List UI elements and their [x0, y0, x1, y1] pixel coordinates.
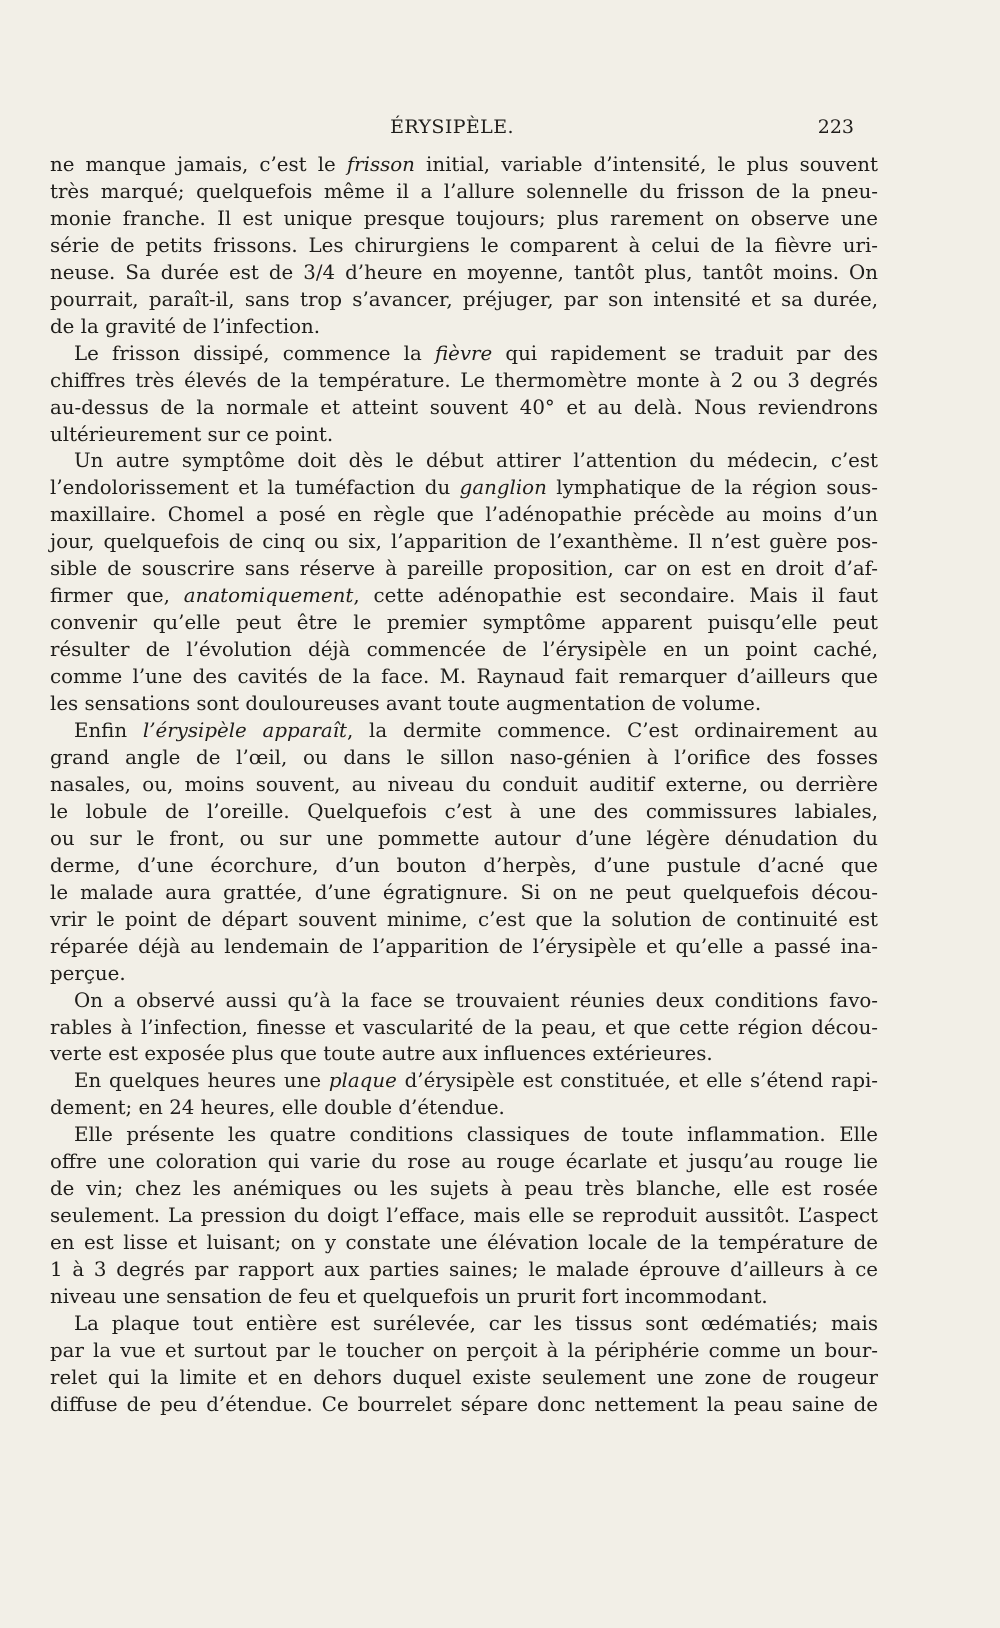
text-line: ultérieurement sur ce point. [50, 422, 334, 446]
text-line: série de petits frissons. Les chirurgiens le comparent à celui de la fièvre uri- [50, 233, 878, 257]
paragraph [50, 152, 878, 341]
text-line: en est lisse et luisant; on y constate une élévation locale de la température de [50, 1231, 878, 1255]
paragraph [50, 988, 878, 1069]
text-line: La plaque tout entière est surélevée, car les tissus sont œdématiés; mais [74, 1311, 878, 1335]
paragraph [50, 341, 878, 449]
text-line: maxillaire. Chomel a posé en règle que l’adénopathie précède au moins d’un [50, 503, 878, 527]
text-line: derme, d’une écorchure, d’un bouton d’herpès, d’une pustule d’acné que [50, 853, 878, 877]
text-line: Elle présente les quatre conditions classiques de toute inflammation. Elle [74, 1123, 878, 1147]
body-text [50, 152, 878, 1419]
text-line: l’endolorissement et la tuméfaction du ganglion lymphatique de la région sous- [50, 476, 878, 500]
text-line: ne manque jamais, c’est le frisson initial, variable d’intensité, le plus souvent [50, 153, 878, 176]
text-line: perçue. [50, 961, 126, 985]
text-line: résulter de l’évolution déjà commencée de l’érysipèle en un point caché, [50, 638, 878, 662]
text-line: convenir qu’elle peut être le premier symptôme apparent puisqu’elle peut [50, 611, 878, 635]
text-line: grand angle de l’œil, ou dans le sillon naso-génien à l’orifice des fosses [50, 745, 878, 769]
page-header [50, 116, 854, 146]
paragraph [50, 718, 878, 988]
italic-term: plaque [328, 1069, 397, 1093]
running-title: ÉRYSIPÈLE. [390, 116, 514, 138]
italic-term: frisson [346, 153, 415, 176]
text-line: ou sur le front, ou sur une pommette autour d’une légère dénudation du [50, 826, 878, 850]
paragraph [50, 1068, 878, 1122]
page-number: 223 [817, 116, 854, 138]
text-line: monie franche. Il est unique presque toujours; plus rarement on observe une [50, 206, 878, 230]
text-line: par la vue et surtout par le toucher on perçoit à la périphérie comme un bour- [50, 1338, 878, 1362]
text-line: le lobule de l’oreille. Quelquefois c’est à une des commissures labiales, [50, 799, 878, 823]
text-line: les sensations sont douloureuses avant toute augmentation de volume. [50, 692, 762, 716]
text-line: de vin; chez les anémiques ou les sujets à peau très blanche, elle est rosée [50, 1177, 878, 1201]
text-line: comme l’une des cavités de la face. M. Raynaud fait remarquer d’ailleurs que [50, 665, 878, 689]
text-line: pourrait, paraît-il, sans trop s’avancer, préjuger, par son intensité et sa durée, [50, 287, 878, 311]
text-line: niveau une sensation de feu et quelquefois un prurit fort incommodant. [50, 1285, 768, 1309]
italic-term: ganglion [459, 476, 547, 500]
italic-term: l’érysipèle apparaît [142, 719, 347, 743]
text-line: Un autre symptôme doit dès le début attirer l’attention du médecin, c’est [74, 449, 878, 473]
text-line: chiffres très élevés de la température. Le thermomètre monte à 2 ou 3 degrés [50, 368, 878, 392]
text-line: 1 à 3 degrés par rapport aux parties saines; le malade éprouve d’ailleurs à ce [50, 1258, 878, 1282]
text-line: offre une coloration qui varie du rose au rouge écarlate et jusqu’au rouge lie [50, 1150, 878, 1174]
text-line: Le frisson dissipé, commence la fièvre qui rapidement se traduit par des [74, 341, 878, 365]
text-line: le malade aura grattée, d’une égratignure. Si on ne peut quelquefois décou- [50, 880, 878, 904]
text-line: On a observé aussi qu’à la face se trouvaient réunies deux conditions favo- [74, 988, 878, 1012]
text-line: nasales, ou, moins souvent, au niveau du conduit auditif externe, ou derrière [50, 772, 878, 796]
text-line: jour, quelquefois de cinq ou six, l’apparition de l’exanthème. Il n’est guère pos- [50, 530, 878, 554]
italic-term: anatomiquement [183, 584, 354, 608]
italic-term: fièvre [434, 341, 493, 365]
text-line: de la gravité de l’infection. [50, 314, 321, 338]
text-line: Enfin l’érysipèle apparaît, la dermite commence. C’est ordinairement au [74, 719, 878, 743]
text-line: rables à l’infection, finesse et vascularité de la peau, et que cette région décou- [50, 1015, 878, 1039]
text-line: dement; en 24 heures, elle double d’étendue. [50, 1096, 505, 1120]
text-line: très marqué; quelquefois même il a l’allure solennelle du frisson de la pneu- [50, 179, 878, 203]
text-line: sible de souscrire sans réserve à pareille proposition, car on est en droit d’af- [50, 557, 878, 581]
paragraph [50, 1311, 878, 1419]
paragraph [50, 1122, 878, 1311]
text-line: firmer que, anatomiquement, cette adénopathie est secondaire. Mais il faut [50, 584, 878, 608]
text-line: réparée déjà au lendemain de l’apparition de l’érysipèle et qu’elle a passé ina- [50, 934, 878, 958]
text-line: seulement. La pression du doigt l’efface, mais elle se reproduit aussitôt. L’aspect [50, 1204, 878, 1228]
text-line: relet qui la limite et en dehors duquel existe seulement une zone de rougeur [50, 1365, 878, 1389]
text-line: diffuse de peu d’étendue. Ce bourrelet sépare donc nettement la peau saine de [50, 1392, 878, 1416]
text-line: vrir le point de départ souvent minime, c’est que la solution de continuité est [50, 907, 878, 931]
paragraph [50, 448, 878, 718]
text-line: neuse. Sa durée est de 3/4 d’heure en moyenne, tantôt plus, tantôt moins. On [50, 260, 878, 284]
text-line: au-dessus de la normale et atteint souvent 40° et au delà. Nous reviendrons [50, 395, 878, 419]
text-line: En quelques heures une plaque d’érysipèle est constituée, et elle s’étend rapi- [74, 1069, 878, 1093]
text-line: verte est exposée plus que toute autre aux influences extérieures. [50, 1042, 713, 1066]
